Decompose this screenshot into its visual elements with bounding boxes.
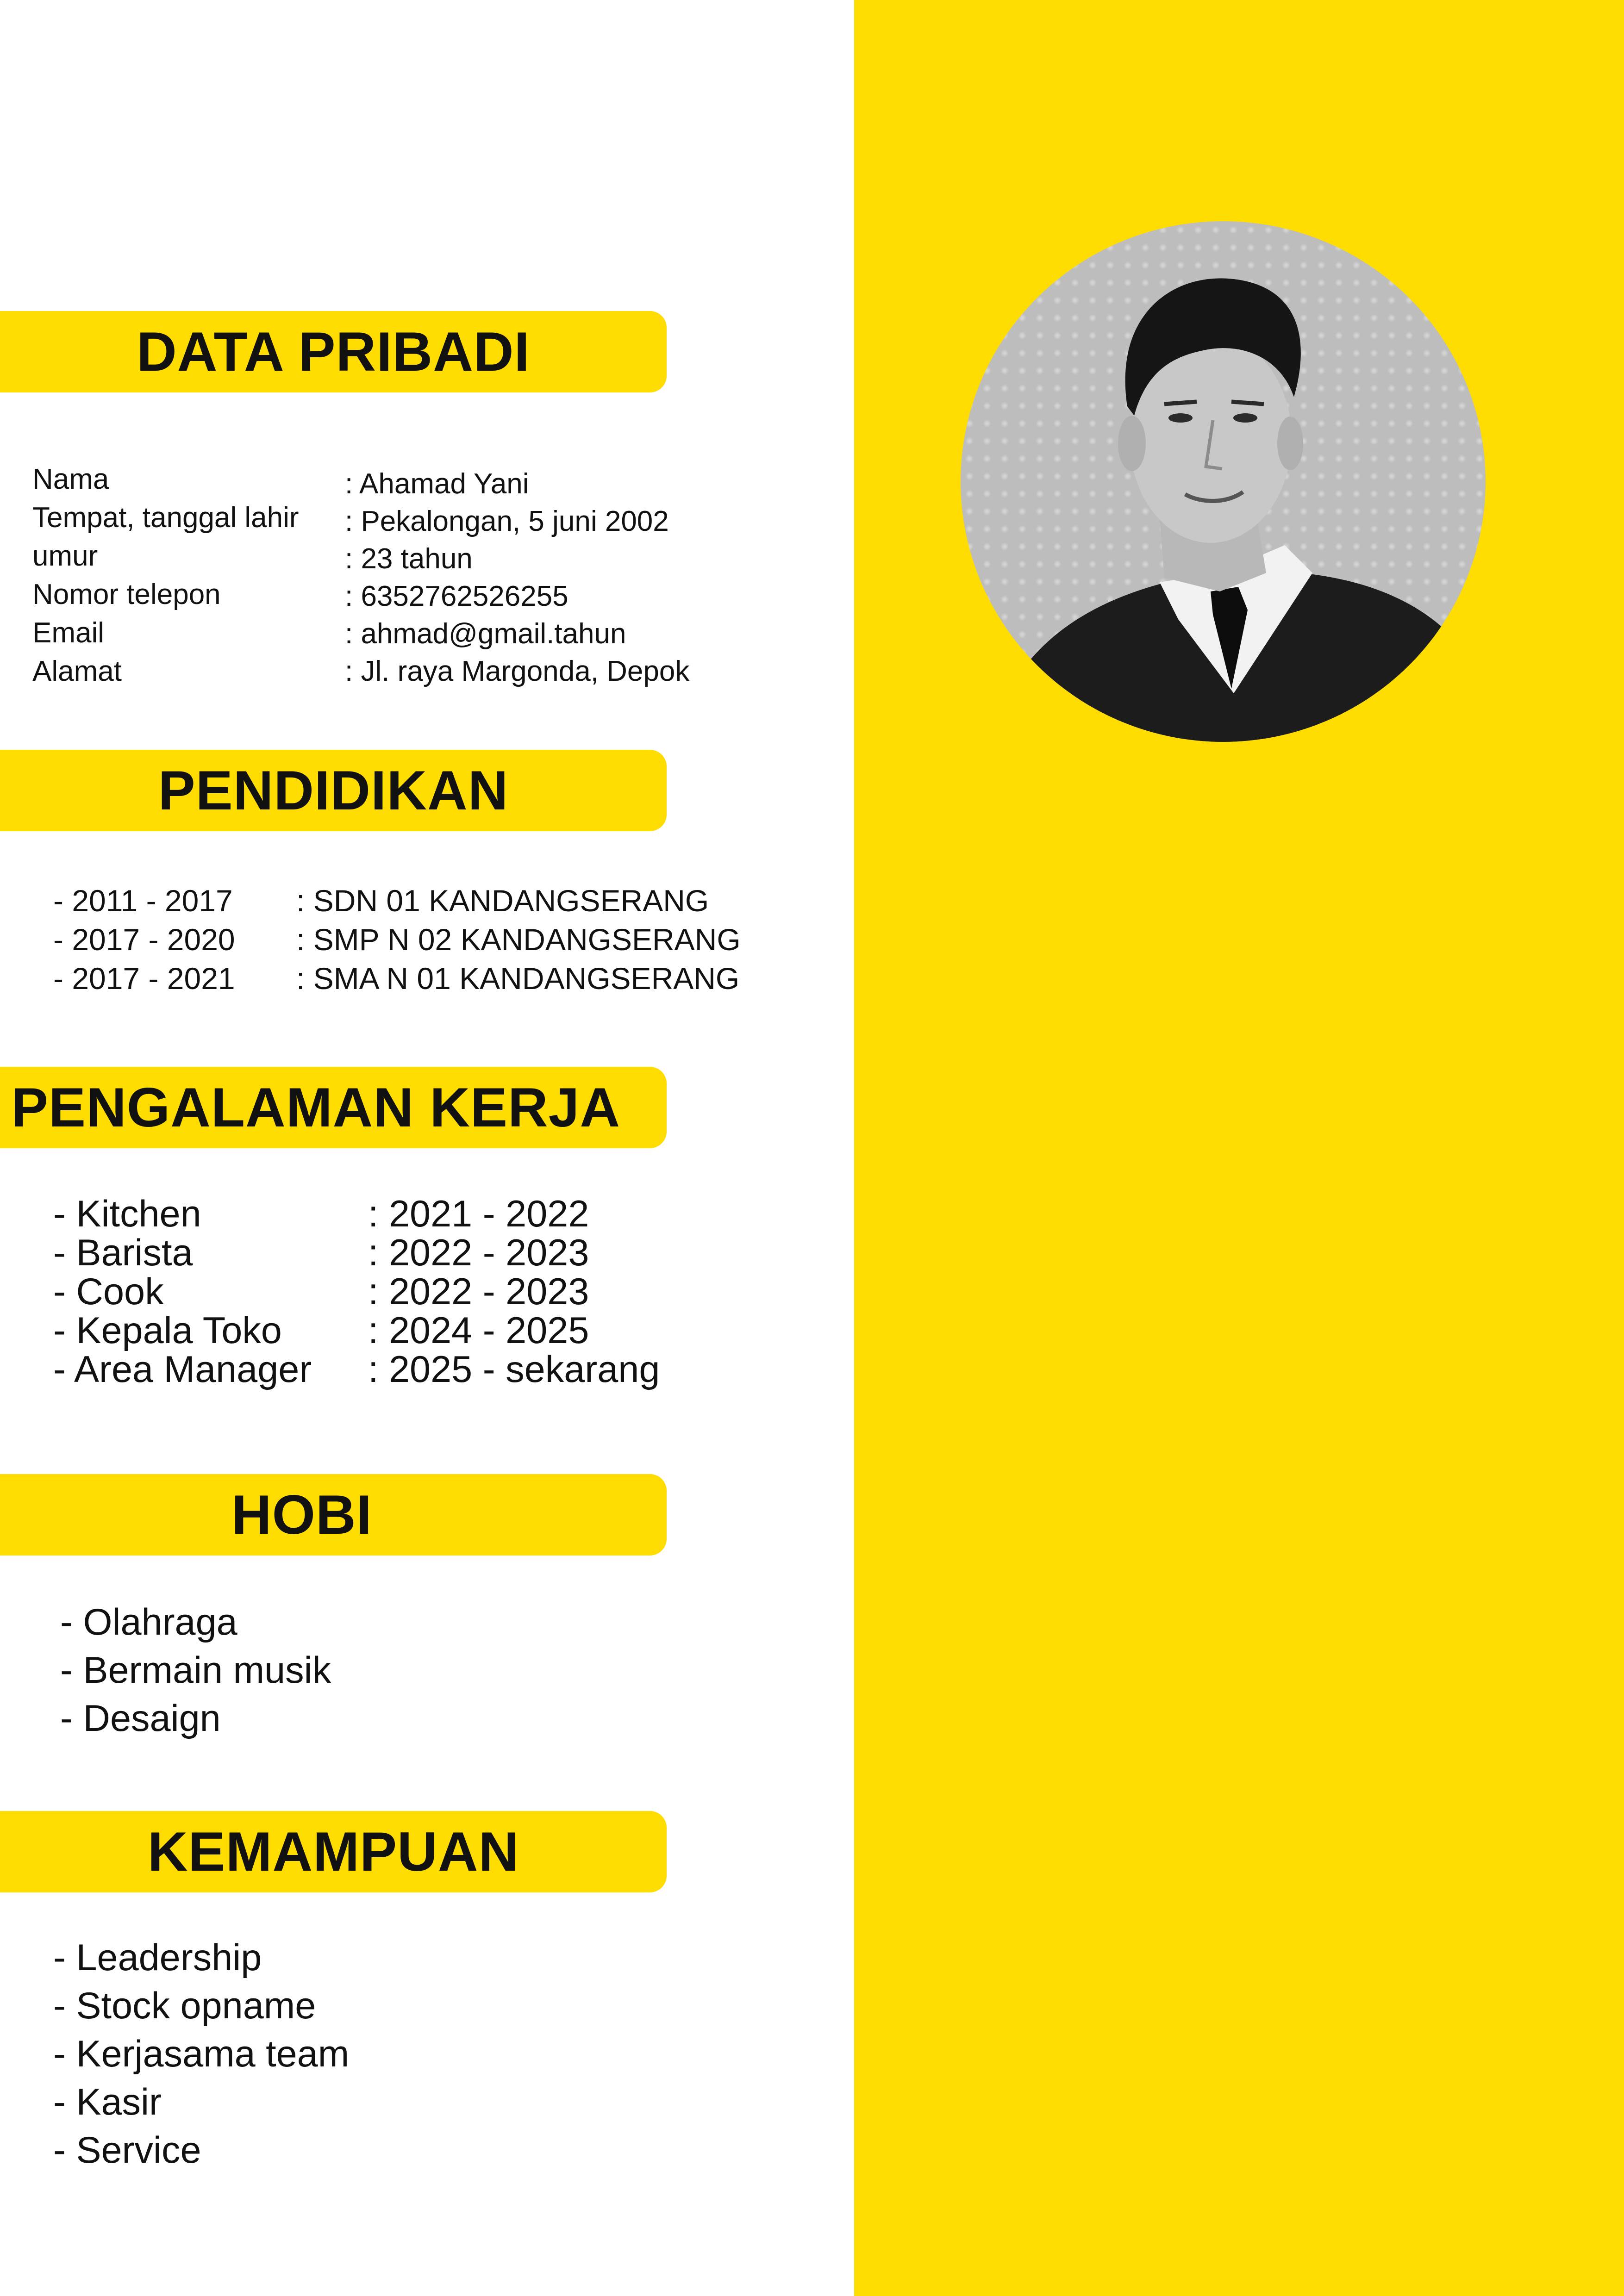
section-header-data-pribadi	[0, 311, 667, 392]
personal-label: Alamat	[32, 655, 122, 687]
hobby-item: - Bermain musik	[60, 1649, 331, 1691]
personal-label: Nomor telepon	[32, 579, 221, 610]
experience-role: - Barista	[53, 1232, 193, 1274]
education-school: : SMP N 02 KANDANGSERANG	[296, 922, 741, 957]
hobby-item: - Olahraga	[60, 1601, 237, 1643]
personal-label: Email	[32, 617, 105, 649]
experience-role: - Kitchen	[53, 1193, 201, 1235]
skill-item: - Kasir	[53, 2081, 162, 2123]
skill-item: - Stock opname	[53, 1985, 316, 2027]
personal-value: : Jl. raya Margonda, Depok	[345, 655, 690, 687]
education-school: : SDN 01 KANDANGSERANG	[296, 884, 709, 918]
section-header-pengalaman-kerja	[0, 1067, 667, 1148]
education-years: - 2011 - 2017	[53, 884, 233, 918]
section-header-kemampuan	[0, 1811, 667, 1892]
section-title: DATA PRIBADI	[137, 321, 530, 383]
personal-value: : 23 tahun	[345, 543, 473, 575]
experience-role: - Cook	[53, 1271, 164, 1313]
section-title: HOBI	[231, 1484, 372, 1546]
experience-role: - Area Manager	[53, 1349, 312, 1390]
education-school: : SMA N 01 KANDANGSERANG	[296, 961, 740, 996]
personal-label: umur	[32, 540, 98, 572]
experience-period: : 2021 - 2022	[368, 1193, 589, 1235]
experience-period: : 2022 - 2023	[368, 1271, 589, 1313]
hobby-item: - Desaign	[60, 1698, 221, 1739]
skill-item: - Leadership	[53, 1937, 262, 1979]
education-years: - 2017 - 2021	[53, 961, 235, 996]
personal-value: : ahmad@gmail.tahun	[345, 618, 626, 650]
profile-photo	[961, 221, 1486, 742]
section-header-hobi	[0, 1474, 667, 1556]
personal-value: : Ahamad Yani	[345, 468, 529, 500]
section-title: PENDIDIKAN	[158, 759, 509, 821]
personal-value: : Pekalongan, 5 juni 2002	[345, 505, 669, 537]
skill-item: - Service	[53, 2129, 201, 2171]
experience-role: - Kepala Toko	[53, 1310, 282, 1351]
education-years: - 2017 - 2020	[53, 922, 235, 957]
personal-value: : 6352762526255	[345, 580, 568, 612]
experience-period: : 2022 - 2023	[368, 1232, 589, 1274]
personal-label: Nama	[32, 463, 109, 495]
section-title: KEMAMPUAN	[147, 1821, 519, 1883]
personal-label: Tempat, tanggal lahir	[32, 502, 299, 534]
section-header-pendidikan	[0, 750, 667, 831]
section-title: PENGALAMAN KERJA	[11, 1076, 621, 1139]
experience-period: : 2024 - 2025	[368, 1310, 589, 1351]
experience-period: : 2025 - sekarang	[368, 1349, 660, 1390]
skill-item: - Kerjasama team	[53, 2033, 350, 2075]
